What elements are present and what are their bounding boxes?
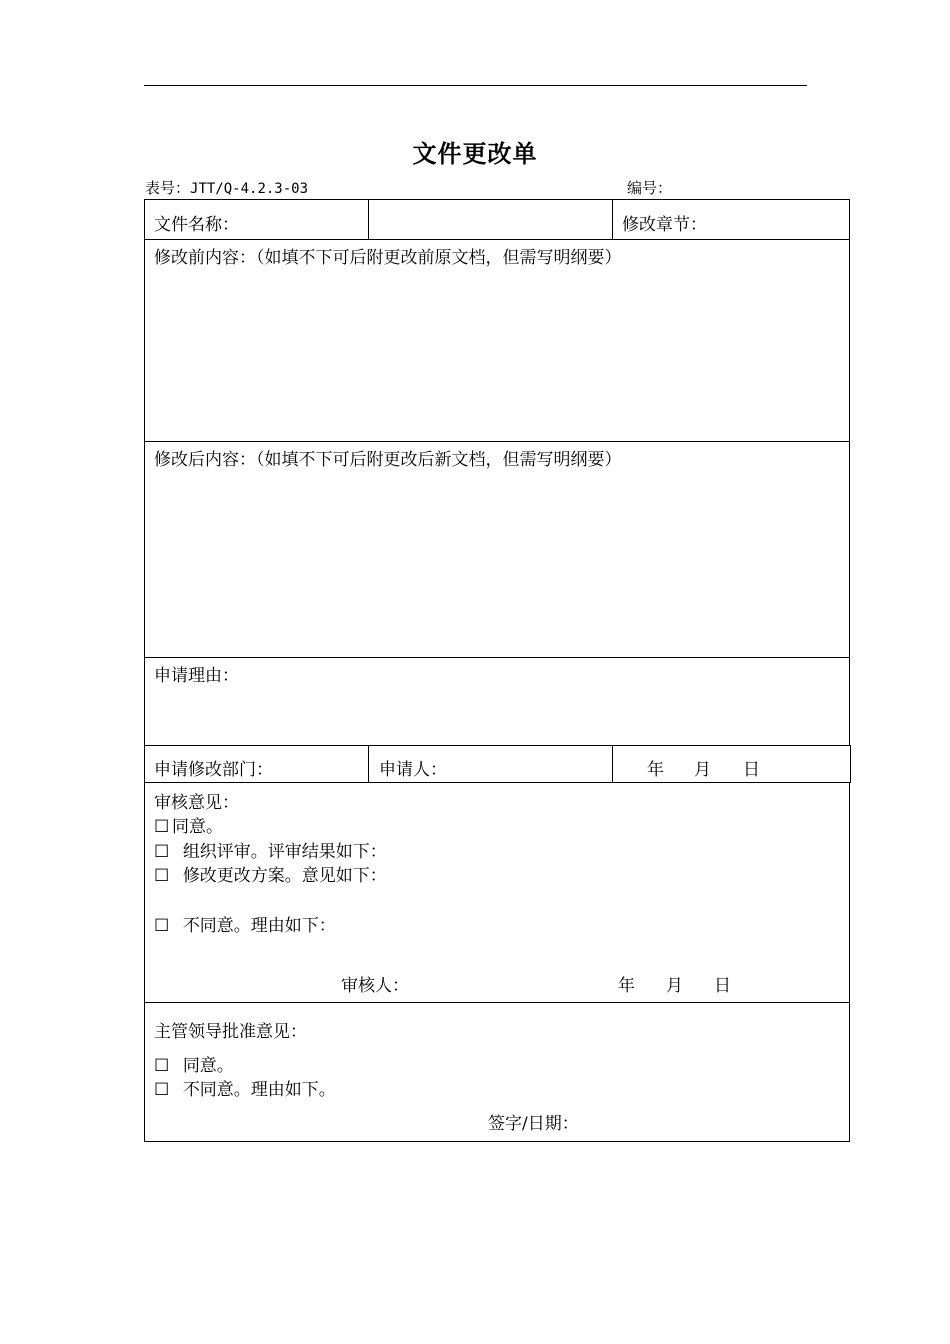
review-heading: 审核意见： bbox=[154, 793, 239, 813]
form-title: 文件更改单 bbox=[412, 139, 538, 168]
checkbox-icon[interactable]: ☐ bbox=[154, 1056, 170, 1076]
reason-area[interactable] bbox=[144, 657, 850, 746]
checkbox-icon[interactable]: ☐ bbox=[154, 866, 170, 886]
form-number-label: 表号： bbox=[145, 179, 191, 197]
review-option-modify[interactable] bbox=[154, 861, 387, 886]
review-year-label: 年 bbox=[618, 976, 635, 996]
section-label: 修改章节： bbox=[622, 215, 707, 235]
form-number bbox=[145, 177, 308, 198]
file-name-input-cell[interactable] bbox=[368, 199, 613, 240]
review-area bbox=[144, 782, 850, 1003]
review-disagree-label: 不同意。理由如下： bbox=[182, 916, 336, 936]
review-option-organize[interactable] bbox=[154, 837, 387, 862]
approval-disagree-label: 不同意。理由如下。 bbox=[182, 1080, 336, 1100]
file-name-label: 文件名称： bbox=[154, 215, 239, 235]
applicant-label: 申请人： bbox=[379, 760, 447, 780]
reason-label: 申请理由： bbox=[154, 666, 239, 686]
apply-month-label: 月 bbox=[694, 760, 711, 780]
review-option-agree[interactable] bbox=[154, 812, 223, 837]
sign-date-label: 签字/日期： bbox=[488, 1114, 579, 1134]
approval-heading: 主管领导批准意见： bbox=[154, 1022, 307, 1042]
serial-number-label: 编号： bbox=[627, 179, 673, 197]
checkbox-icon[interactable]: ☐ bbox=[154, 916, 170, 936]
after-content-area[interactable] bbox=[144, 441, 850, 658]
checkbox-icon[interactable]: ☐ bbox=[154, 1080, 170, 1100]
review-modify-label: 修改更改方案。意见如下： bbox=[182, 866, 387, 886]
header-rule bbox=[144, 85, 807, 86]
checkbox-icon[interactable]: ☐ bbox=[154, 842, 170, 862]
approval-agree-label: 同意。 bbox=[182, 1056, 234, 1076]
before-content-label: 修改前内容：（如填不下可后附更改前原文档，但需写明纲要） bbox=[154, 248, 622, 268]
checkbox-icon[interactable]: ☐ bbox=[154, 817, 170, 837]
apply-day-label: 日 bbox=[743, 760, 760, 780]
review-organize-label: 组织评审。评审结果如下： bbox=[182, 842, 387, 862]
review-day-label: 日 bbox=[714, 976, 731, 996]
approval-option-disagree[interactable] bbox=[154, 1075, 336, 1100]
review-month-label: 月 bbox=[666, 976, 683, 996]
apply-year-label: 年 bbox=[647, 760, 664, 780]
before-content-area[interactable] bbox=[144, 239, 850, 442]
after-content-label: 修改后内容：（如填不下可后附更改后新文档，但需写明纲要） bbox=[154, 450, 622, 470]
review-agree-label: 同意。 bbox=[172, 817, 223, 837]
approval-option-agree[interactable] bbox=[154, 1051, 234, 1076]
form-number-code: JTT/Q-4.2.3-03 bbox=[190, 181, 309, 197]
apply-dept-label: 申请修改部门： bbox=[154, 760, 273, 780]
reviewer-label: 审核人： bbox=[341, 976, 409, 996]
review-option-disagree[interactable] bbox=[154, 911, 336, 936]
